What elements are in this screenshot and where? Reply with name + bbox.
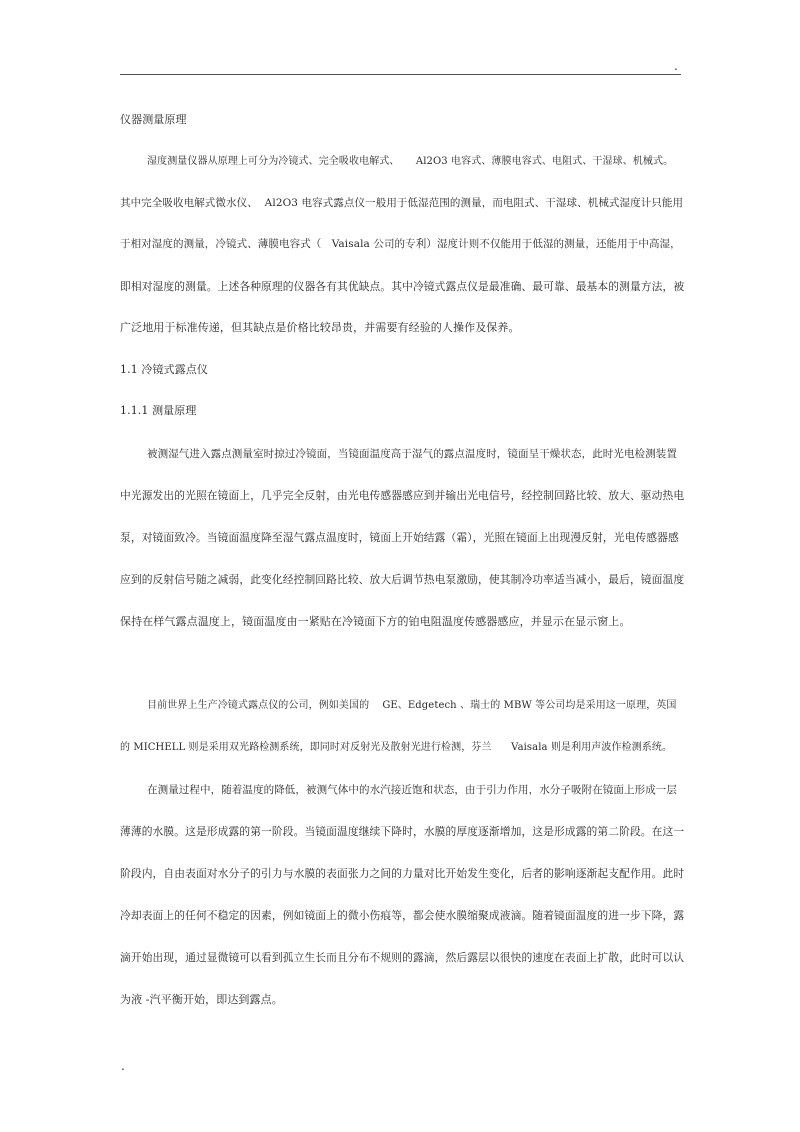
paragraph-line: 阶段内，自由表面对水分子的引力与水膜的表面张力之间的力量对比开始发生变化，后者的影响逐渐起支配作用。此时 (120, 867, 685, 880)
paragraph-line: 目前世界上生产冷镜式露点仪的公司，例如美国的 GE、Edgetech 、瑞士的 MBW 等公司均是采用这一原理，英国 (147, 700, 677, 711)
header-dot: . (674, 59, 678, 73)
header-rule (120, 74, 681, 75)
paragraph-line: 其中完全吸收电解式微水仪、 Al2O3 电容式露点仪一般用于低湿范围的测量，而电阻式、干湿球、机械式湿度计只能用 (120, 197, 684, 209)
paragraph-line: 在测量过程中，随着温度的降低，被测气体中的水汽接近饱和状态，由于引力作用，水分子吸附在镜面上形成一层 (147, 784, 677, 796)
paragraph-line: 即相对湿度的测量。上述各种原理的仪器各有其优缺点。其中冷镜式露点仪是最准确、最可靠、最基本的测量方法，被 (120, 280, 685, 293)
paragraph-line: 为液 -汽平衡开始，即达到露点。 (120, 993, 283, 1006)
paragraph-line: 冷却表面上的任何不稳定的因素，例如镜面上的微小伤痕等，都会使水膜缩聚成液滴。随着镜面温度的进一步下降，露 (120, 909, 685, 922)
paragraph-line: 滴开始出现，通过显微镜可以看到孤立生长而且分布不规则的露滴，然后露层以很快的速度在表面上扩散，此时可以认 (120, 951, 685, 964)
paragraph-line: 薄薄的水膜。这是形成露的第一阶段。当镜面温度继续下降时，水膜的厚度逐渐增加，这是形成露的第二阶段。在这一 (120, 825, 685, 838)
paragraph-line: 的 MICHELL 则是采用双光路检测系统，即同时对反射光及散射光进行检测，芬兰 Vaisala 则是利用声波作检测系统。 (120, 742, 673, 753)
paragraph-line: 于相对湿度的测量，冷镜式、薄膜电容式（ Vaisala 公司的专利）湿度计则不仅能用于低湿的测量，还能用于中高湿， (120, 238, 681, 250)
paragraph-line: 中光源发出的光照在镜面上，几乎完全反射，由光电传感器感应到并输出光电信号，经控制回路比较、放大、驱动热电 (120, 489, 685, 502)
paragraph-line: 泵，对镜面致冷。当镜面温度降至湿气露点温度时，镜面上开始结露（霜），光照在镜面上出现漫反射，光电传感器感 (120, 531, 679, 544)
paragraph-line: 应到的反射信号随之减弱，此变化经控制回路比较、放大后调节热电泵激励，使其制冷功率适当减小，最后，镜面温度 (120, 573, 685, 586)
section-title: 仪器测量原理 (120, 113, 187, 126)
heading-1-1-1: 1.1.1 测量原理 (120, 404, 197, 417)
paragraph-line: 保持在样气露点温度上，镜面温度由一紧贴在冷镜面下方的铂电阻温度传感器感应，并显示在显示窗上。 (120, 615, 631, 628)
heading-1-1: 1.1 冷镜式露点仪 (120, 363, 208, 376)
footer-dot: . (121, 1059, 125, 1073)
paragraph-line: 被测湿气进入露点测量室时掠过冷镜面，当镜面温度高于湿气的露点温度时，镜面呈干燥状态，此时光电检测装置 (147, 448, 677, 460)
paragraph-line: 广泛地用于标准传递，但其缺点是价格比较昂贵，并需要有经验的人操作及保养。 (120, 321, 520, 334)
paragraph-line: 湿度测量仪器从原理上可分为冷镜式、完全吸收电解式、 Al2O3 电容式、薄膜电容式、电阻式、干湿球、机械式。 (147, 156, 674, 167)
